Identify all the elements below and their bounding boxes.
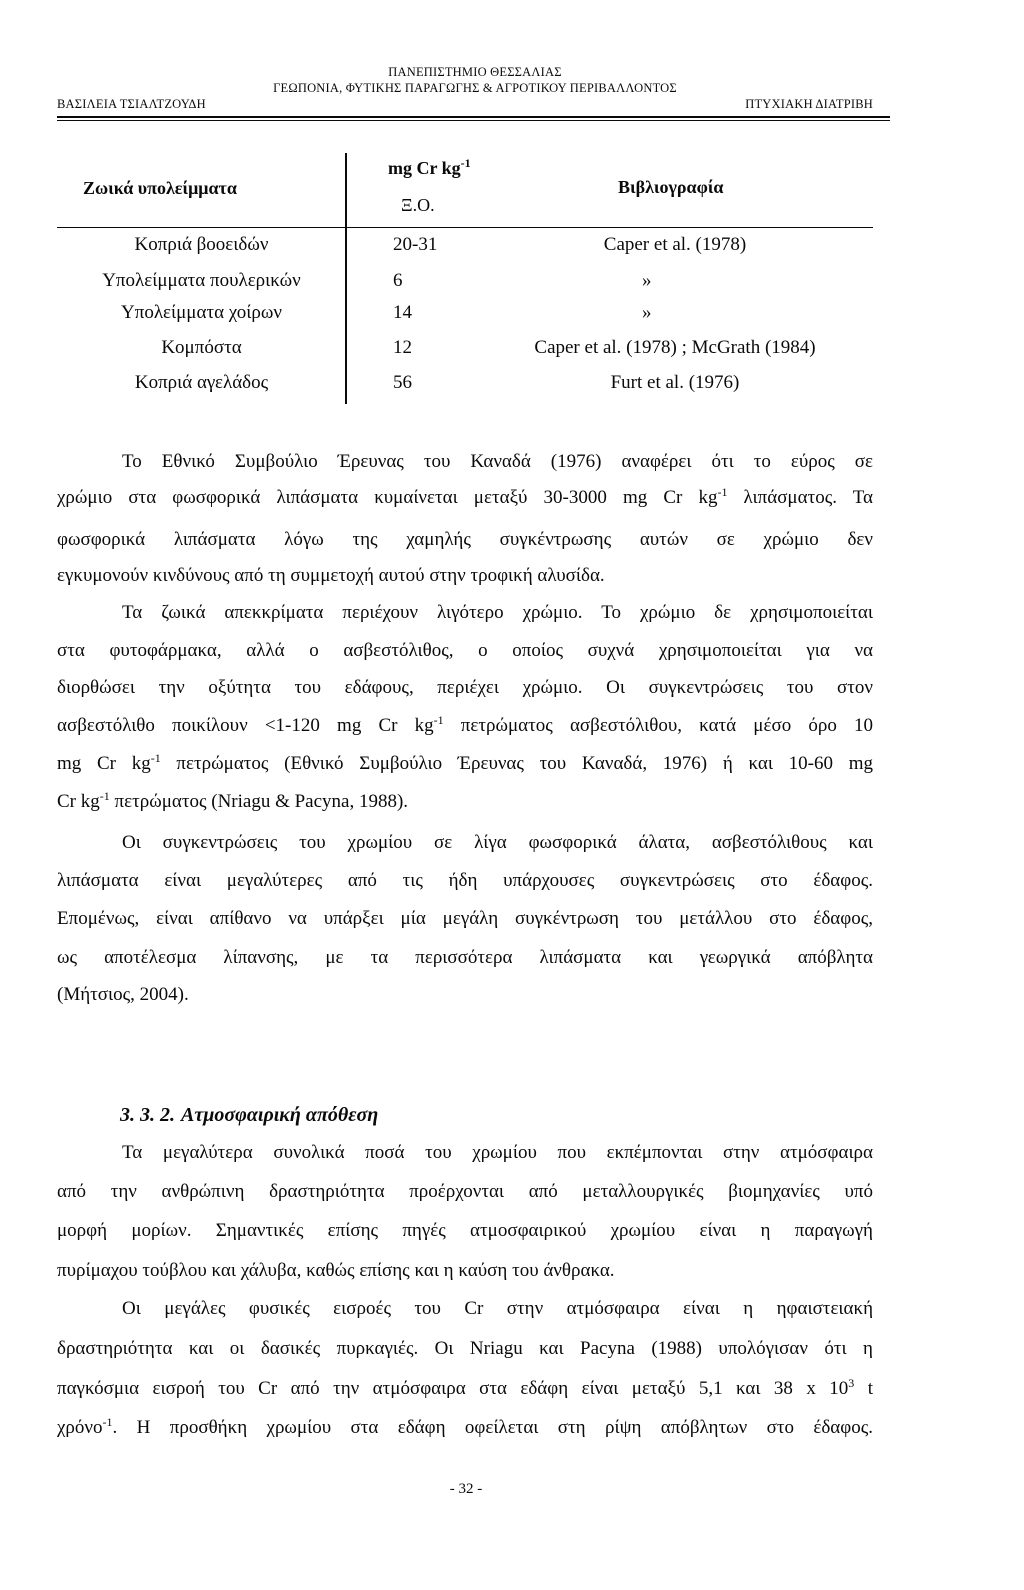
- line-text: χρώμιο στα φωσφορικά λιπάσματα κυμαίνεται μεταξύ 30-3000 mg Cr kg: [57, 487, 718, 508]
- paragraph-line: Οι μεγάλες φυσικές εισροές του Cr στην ατμόσφαιρα είναι η ηφαιστειακή: [122, 1298, 873, 1319]
- cell-reference-ditto: »: [642, 270, 652, 291]
- department-name: ΓΕΩΠΟΝΙΑ, ΦΥΤΙΚΗΣ ΠΑΡΑΓΩΓΗΣ & ΑΓΡΟΤΙΚΟΥ ΠΕΡΙΒΑΛΛΟΝΤΟΣ: [273, 81, 677, 95]
- superscript: -1: [717, 485, 728, 499]
- paragraph-line: Το Εθνικό Συμβούλιο Έρευνας του Καναδά (1976) αναφέρει ότι το εύρος σε: [122, 451, 873, 472]
- table-row: [0, 268, 1024, 294]
- superscript: -1: [102, 1415, 113, 1429]
- superscript: -1: [99, 789, 110, 803]
- table-header-residue: Ζωικά υπολείμματα: [83, 178, 237, 198]
- cell-value: 20-31: [393, 234, 438, 255]
- cell-residue: Κοπριά αγελάδος: [134, 372, 269, 393]
- section-number: 3. 3. 2.: [120, 1104, 175, 1126]
- line-text: Cr kg: [57, 791, 100, 812]
- cell-residue: Κοπριά βοοειδών: [134, 234, 269, 255]
- paragraph-line: [57, 751, 873, 777]
- cell-value: 14: [393, 302, 412, 323]
- paragraph-line: [57, 1376, 873, 1402]
- line-text: παγκόσμια εισροή του Cr από την ατμόσφαιρα στα εδάφη είναι μεταξύ 5,1 και 38 x 10: [57, 1378, 849, 1399]
- paragraph-line: πυρίμαχου τούβλου και χάλυβα, καθώς επίσης και η καύση του άνθρακα.: [57, 1260, 615, 1281]
- table-row: [0, 232, 1024, 258]
- cell-value: 56: [393, 372, 412, 393]
- table-header-unit: [388, 155, 471, 181]
- table-row: [0, 335, 1024, 361]
- line-text: mg Cr kg: [57, 753, 151, 774]
- cell-residue: Υπολείμματα χοίρων: [121, 302, 282, 323]
- cell-reference: Caper et al. (1978): [603, 234, 747, 255]
- cell-reference: Furt et al. (1976): [610, 372, 740, 393]
- table-row: [0, 300, 1024, 326]
- table-row: [0, 370, 1024, 396]
- paragraph-line: μορφή μορίων. Σημαντικές επίσης πηγές ατμοσφαιρικού χρωμίου είναι η παραγωγή: [57, 1220, 873, 1241]
- paragraph-line: Τα μεγαλύτερα συνολικά ποσά του χρωμίου που εκπέμπονται στην ατμόσφαιρα: [122, 1142, 873, 1163]
- superscript: 3: [848, 1376, 855, 1390]
- table-header-basis: Ξ.Ο.: [401, 195, 435, 215]
- line-text: χρόνο: [57, 1417, 103, 1438]
- paragraph-line: [57, 1415, 873, 1441]
- paragraph-line: Οι συγκεντρώσεις του χρωμίου σε λίγα φωσφορικά άλατα, ασβεστόλιθους και: [122, 832, 873, 853]
- section-heading: [120, 1102, 378, 1128]
- university-name: ΠΑΝΕΠΙΣΤΗΜΙΟ ΘΕΣΣΑΛΙΑΣ: [388, 65, 562, 79]
- table-header-divider: [57, 227, 873, 228]
- cell-value: 12: [393, 337, 412, 358]
- header-rule-thin: [57, 120, 890, 121]
- line-text: λιπάσματος. Τα: [727, 487, 873, 508]
- cell-value: 6: [393, 270, 403, 291]
- paragraph-line: εγκυμονούν κινδύνους από τη συμμετοχή αυτού στην τροφική αλυσίδα.: [57, 565, 605, 586]
- line-text: πετρώματος ασβεστόλιθου, κατά μέσο όρο 10: [443, 715, 873, 736]
- cell-reference: Caper et al. (1978) ; McGrath (1984): [534, 337, 816, 358]
- author-name: ΒΑΣΙΛΕΙΑ ΤΣΙΑΛΤΖΟΥΔΗ: [57, 97, 206, 111]
- paragraph-line: φωσφορικά λιπάσματα λόγω της χαμηλής συγκέντρωσης αυτών σε χρώμιο δεν: [57, 529, 873, 550]
- line-text: ασβεστόλιθο ποικίλουν <1-120 mg Cr kg: [57, 715, 434, 736]
- paragraph-line: λιπάσματα είναι μεγαλύτερες από τις ήδη υπάρχουσες συγκεντρώσεις στο έδαφος.: [57, 870, 873, 891]
- cell-residue: Κομπόστα: [161, 337, 242, 358]
- superscript: -1: [150, 751, 161, 765]
- paragraph-line: δραστηριότητα και οι δασικές πυρκαγιές. Οι Nriagu και Pacyna (1988) υπολόγισαν ότι η: [57, 1338, 873, 1359]
- table-header-unit-superscript: -1: [460, 156, 471, 170]
- line-text: . Η προσθήκη χρωμίου στα εδάφη οφείλεται στη ρίψη απόβλητων στο έδαφος.: [112, 1417, 873, 1438]
- line-text: πετρώματος (Εθνικό Συμβούλιο Έρευνας του Καναδά, 1976) ή και 10-60 mg: [160, 753, 873, 774]
- table-header-reference: Βιβλιογραφία: [618, 177, 724, 197]
- cell-residue: Υπολείμματα πουλερικών: [102, 270, 301, 291]
- line-text: t: [854, 1378, 874, 1399]
- superscript: -1: [433, 713, 444, 727]
- paragraph-line: διορθώσει την οξύτητα του εδάφους, περιέχει χρώμιο. Οι συγκεντρώσεις του στον: [57, 677, 873, 698]
- document-type: ΠΤΥΧΙΑΚΗ ΔΙΑΤΡΙΒΗ: [745, 97, 873, 111]
- paragraph-line: Επομένως, είναι απίθανο να υπάρξει μία μεγάλη συγκέντρωση του μετάλλου στο έδαφος,: [57, 908, 873, 929]
- page-number: - 32 -: [449, 1481, 483, 1497]
- section-title: Ατμοσφαιρική απόθεση: [181, 1104, 379, 1126]
- paragraph-line: [57, 485, 873, 511]
- paragraph-line: ως αποτέλεσμα λίπανσης, με τα περισσότερα λιπάσματα και γεωργικά απόβλητα: [57, 947, 873, 968]
- header-rule-thick: [57, 116, 890, 118]
- paragraph-line: [57, 713, 873, 739]
- paragraph-line: στα φυτοφάρμακα, αλλά ο ασβεστόλιθος, ο οποίος συχνά χρησιμοποιείται για να: [57, 640, 873, 661]
- paragraph-line: Τα ζωικά απεκκρίματα περιέχουν λιγότερο χρώμιο. Το χρώμιο δε χρησιμοποιείται: [122, 602, 873, 623]
- cell-reference-ditto: »: [642, 302, 652, 323]
- paragraph-line: [57, 789, 873, 815]
- paragraph-line: (Μήτσιος, 2004).: [57, 984, 189, 1005]
- paragraph-line: από την ανθρώπινη δραστηριότητα προέρχονται από μεταλλουργικές βιομηχανίες υπό: [57, 1181, 873, 1202]
- table-header-unit-text: mg Cr kg: [388, 158, 461, 178]
- line-text: πετρώματος (Nriagu & Pacyna, 1988).: [109, 791, 409, 812]
